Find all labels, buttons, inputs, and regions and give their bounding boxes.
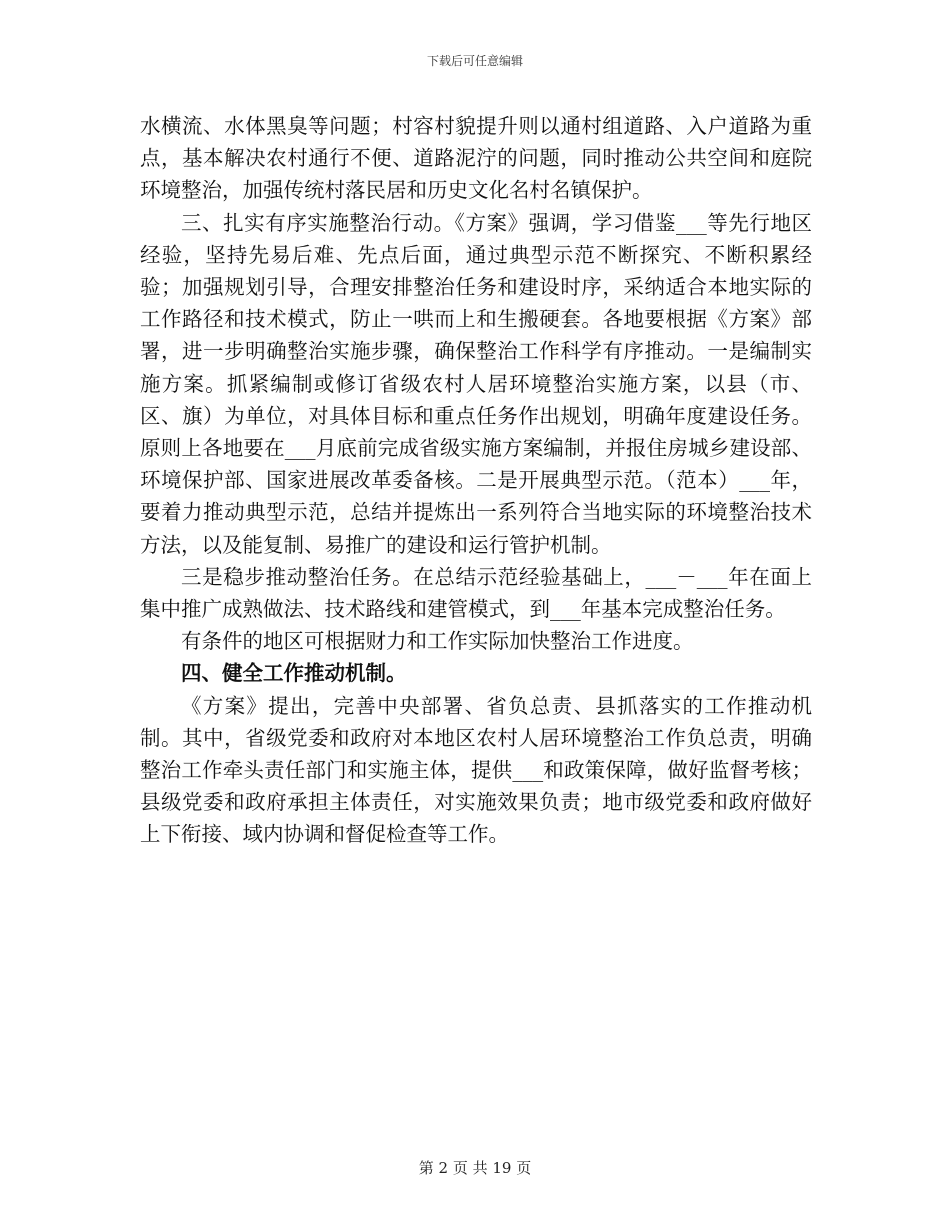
document-body: [140, 110, 812, 851]
paragraph-5: 《方案》提出，完善中央部署、省负总责、县抓落实的工作推动机制。其中，省级党委和政府对本地区农村人居环境整治工作负总责，明确整治工作牵头责任部门和实施主体，提供___和政策保障，做好监督考核；县级党委和政府承担主体责任，对实施效果负责；地市级党委和政府做好上下衔接、域内协调和督促检查等工作。: [140, 693, 812, 847]
paragraph-3: 三是稳步推动整治任务。在总结示范经验基础上，___－___年在面上集中推广成熟做法、技术路线和建管模式，到___年基本完成整治任务。: [140, 564, 812, 622]
page-header: 下载后可任意编辑: [426, 54, 523, 68]
section-heading: 四、健全工作推动机制。: [181, 661, 407, 686]
paragraph-2: 三、扎实有序实施整治行动。《方案》强调，学习借鉴___等先行地区经验，坚持先易后难、先点后面，通过典型示范不断探究、不断积累经验；加强规划引导，合理安排整治任务和建设时序，采纳适合本地实际的工作路径和技术模式，防止一哄而上和生搬硬套。各地要根据《方案》部署，进一步明确整治实施步骤，确保整治工作科学有序推动。一是编制实施方案。抓紧编制或修订省级农村人居环境整治实施方案，以县（市、区、旗）为单位，对具体目标和重点任务作出规划，明确年度建设任务。原则上各地要在___月底前完成省级实施方案编制，并报住房城乡建设部、环境保护部、国家进展改革委备核。二是开展典型示范。（范本）___年，要着力推动典型示范，总结并提炼出一系列符合当地实际的环境整治技术方法，以及能复制、易推广的建设和运行管护机制。: [140, 210, 812, 557]
paragraph-4: 有条件的地区可根据财力和工作实际加快整治工作进度。: [181, 629, 694, 654]
paragraph-1: 水横流、水体黑臭等问题；村容村貌提升则以通村组道路、入户道路为重点，基本解决农村通行不便、道路泥泞的问题，同时推动公共空间和庭院环境整治，加强传统村落民居和历史文化名村名镇保护。: [140, 114, 812, 203]
page-number: 第 2 页 共 19 页: [418, 1159, 532, 1177]
